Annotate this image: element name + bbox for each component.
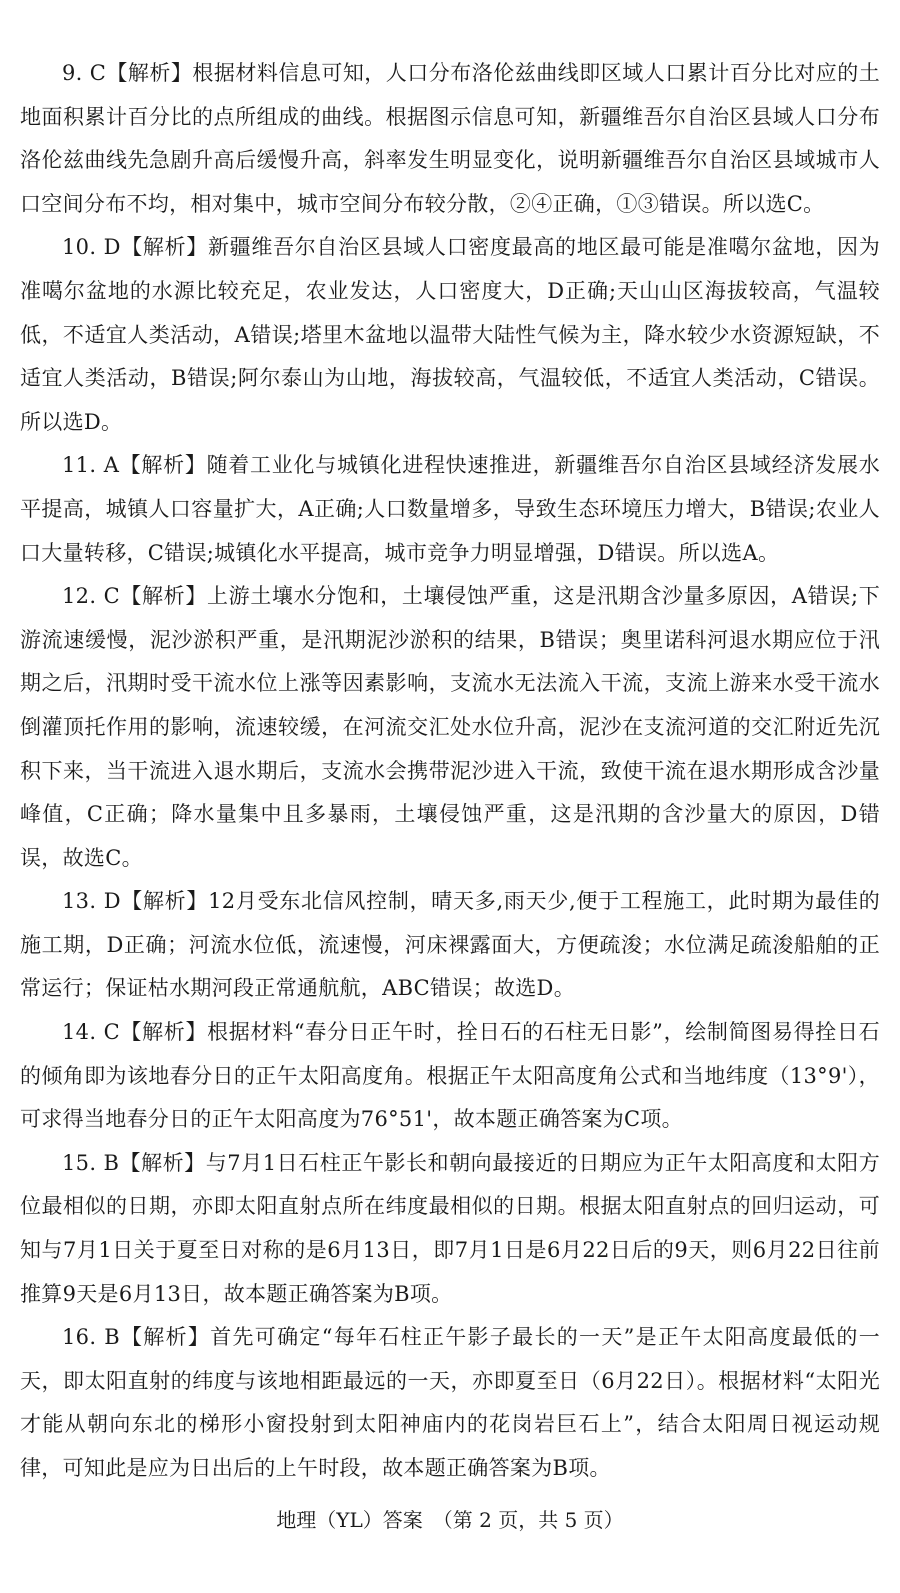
answer-13: 13. D【解析】12月受东北信风控制，晴天多,雨天少,便于工程施工，此时期为最佳的施工期，D正确；河流水位低，流速慢，河床裸露面大，方便疏浚；水位满足疏浚船舶的正常运行；保证枯水期河段正常通航航，ABC错误；故选D。 [20,889,880,1001]
answer-15: 15. B【解析】与7月1日石柱正午影长和朝向最接近的日期应为正午太阳高度和太阳方位最相似的日期，亦即太阳直射点所在纬度最相似的日期。根据太阳直射点的回归运动，可知与7月1日关于夏至日对称的是6月13日，即7月1日是6月22日后的9天，则6月22日往前推算9天是6月13日，故本题正确答案为B项。 [20,1150,880,1306]
answer-content [20,52,880,1491]
answer-14: 14. C【解析】根据材料“春分日正午时，拴日石的石柱无日影”，绘制简图易得拴日石的倾角即为该地春分日的正午太阳高度角。根据正午太阳高度角公式和当地纬度（13°9'），可求得当地春分日的正午太阳高度为76°51'，故本题正确答案为C项。 [20,1020,880,1132]
answer-11: 11. A【解析】随着工业化与城镇化进程快速推进，新疆维吾尔自治区县域经济发展水平提高，城镇人口容量扩大，A正确;人口数量增多，导致生态环境压力增大，B错误;农业人口大量转移，C错误;城镇化水平提高，城市竞争力明显增强，D错误。所以选A。 [20,453,880,565]
answer-10: 10. D【解析】新疆维吾尔自治区县域人口密度最高的地区最可能是准噶尔盆地，因为准噶尔盆地的水源比较充足，农业发达，人口密度大，D正确;天山山区海拔较高，气温较低，不适宜人类活动，A错误;塔里木盆地以温带大陆性气候为主，降水较少水资源短缺，不适宜人类活动，B错误;阿尔泰山为山地，海拔较高，气温较低，不适宜人类活动，C错误。所以选D。 [20,235,880,434]
answer-12: 12. C【解析】上游土壤水分饱和，土壤侵蚀严重，这是汛期含沙量多原因，A错误;下游流速缓慢，泥沙淤积严重，是汛期泥沙淤积的结果，B错误；奥里诺科河退水期应位于汛期之后，汛期时受干流水位上涨等因素影响，支流水无法流入干流，支流上游来水受干流水倒灌顶托作用的影响，流速较缓，在河流交汇处水位升高，泥沙在支流河道的交汇附近先沉积下来，当干流进入退水期后，支流水会携带泥沙进入干流，致使干流在退水期形成含沙量峰值，C正确；降水量集中且多暴雨，土壤侵蚀严重，这是汛期的含沙量大的原因，D错误，故选C。 [20,584,880,870]
page-footer: 地理（YL）答案 （第 2 页，共 5 页） [276,1508,624,1532]
answer-9: 9. C【解析】根据材料信息可知，人口分布洛伦兹曲线即区域人口累计百分比对应的土地面积累计百分比的点所组成的曲线。根据图示信息可知，新疆维吾尔自治区县域人口分布洛伦兹曲线先急剧升高后缓慢升高，斜率发生明显变化，说明新疆维吾尔自治区县域城市人口空间分布不均，相对集中，城市空间分布较分散，②④正确，①③错误。所以选C。 [20,61,880,216]
answer-16: 16. B【解析】首先可确定“每年石柱正午影子最长的一天”是正午太阳高度最低的一天，即太阳直射的纬度与该地相距最远的一天，亦即夏至日（6月22日）。根据材料“太阳光才能从朝向东北的梯形小窗投射到太阳神庙内的花岗岩巨石上”，结合太阳周日视运动规律，可知此是应为日出后的上午时段，故本题正确答案为B项。 [20,1325,880,1480]
